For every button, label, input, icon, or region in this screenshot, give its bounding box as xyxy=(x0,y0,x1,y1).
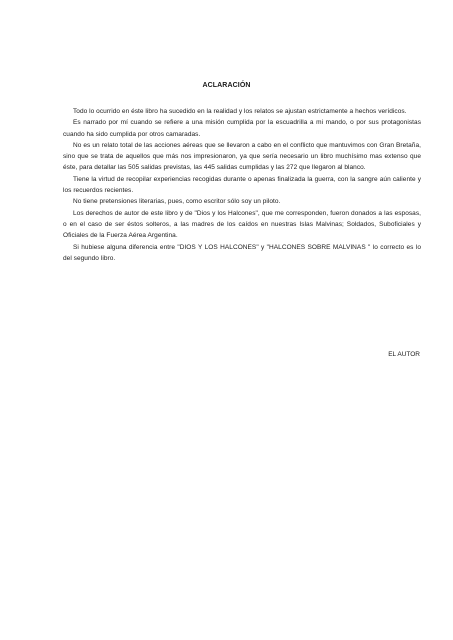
paragraph-4: Tiene la virtud de recopilar experiencias recogidas durante o apenas finalizada la guerra, con la sangre aún caliente y los recuerdos recientes. xyxy=(63,175,421,195)
page-title: ACLARACIÓN xyxy=(202,82,251,89)
paragraph-5: No tiene pretensiones literarias, pues, como escritor sólo soy un piloto. xyxy=(73,198,281,206)
author-signature: EL AUTOR xyxy=(388,351,420,358)
paragraph-3: No es un relato total de las acciones aéreas que se llevaron a cabo en el conflicto que mantuvimos con Gran Bretaña, sino que se trata de aquellos que más nos impresionaron, ya que sería necesario un libro muchísimo mas extenso que éste, para detallar las 505 salidas previstas, las 445 salidas cumplidas y las 272 que llegaron al blanco. xyxy=(63,141,421,172)
paragraph-6: Los derechos de autor de este libro y de "Dios y los Halcones", que me corresponden, fueron donados a las esposas, o en el caso de ser éstos solteros, a las madres de los caídos en nuestras Islas Malvinas; Soldados, Suboficiales y Oficiales de la Fuerza Aérea Argentina. xyxy=(63,209,421,240)
paragraph-1: Todo lo ocurrido en éste libro ha sucedido en la realidad y los relatos se ajustan estrictamente a hechos verídicos. xyxy=(73,108,407,115)
body-text xyxy=(63,106,421,264)
paragraph-7: Si hubiese alguna diferencia entre "DIOS Y LOS HALCONES" y "HALCONES SOBRE MALVINAS " lo correcto es lo del segundo libro. xyxy=(63,243,421,262)
paragraph-2: Es narrado por mí cuando se refiere a una misión cumplida por la escuadrilla a mi mando, o por sus protagonistas cuando ha sido cumplida por otros camaradas. xyxy=(63,119,421,138)
